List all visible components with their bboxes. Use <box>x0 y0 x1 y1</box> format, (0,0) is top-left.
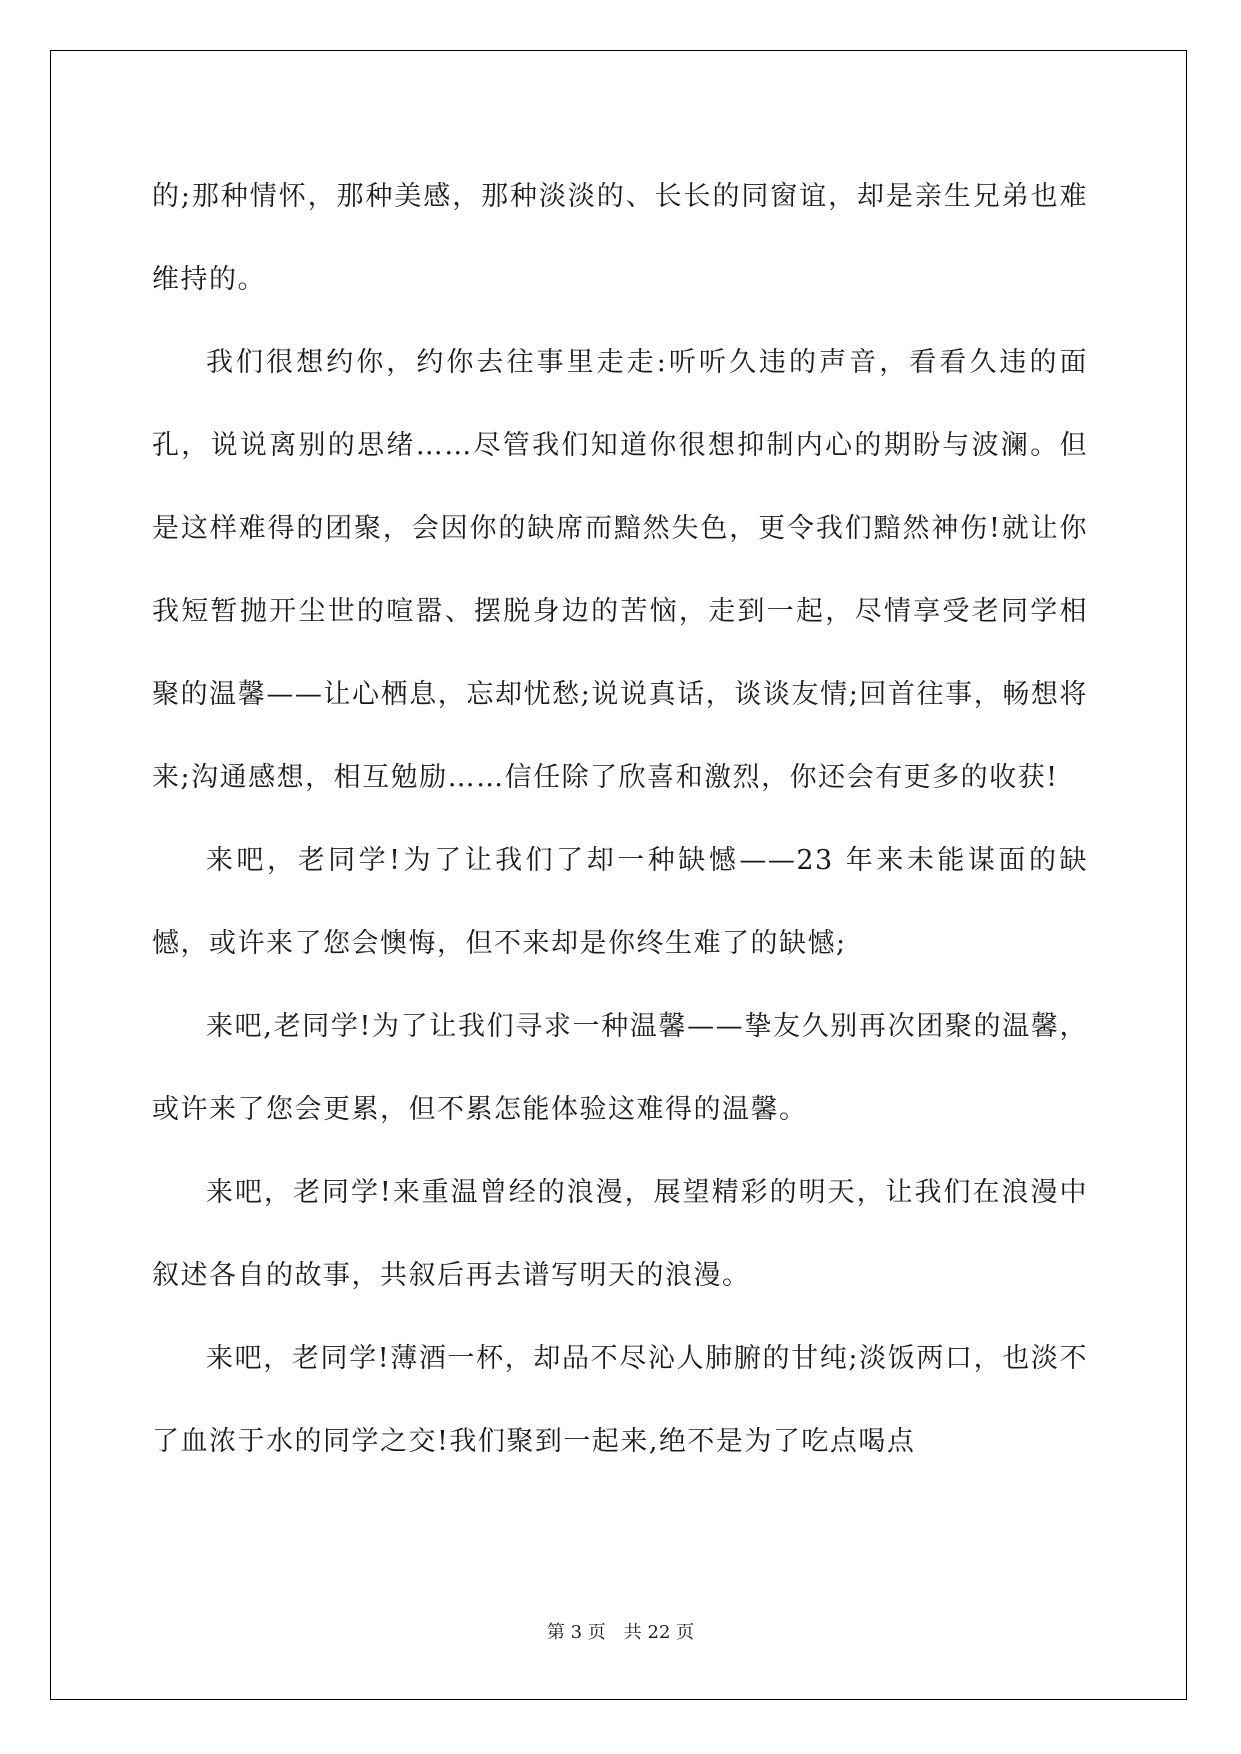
paragraph: 来吧，老同学!为了让我们了却一种缺憾——23 年来未能谋面的缺憾，或许来了您会懊悔，但不来却是你终生难了的缺憾; <box>152 845 1088 959</box>
page-footer <box>0 1618 1241 1644</box>
paragraph: 来吧，老同学!来重温曾经的浪漫，展望精彩的明天，让我们在浪漫中叙述各自的故事，共叙后再去谱写明天的浪漫。 <box>152 1177 1088 1291</box>
paragraph: 来吧，老同学!薄酒一杯，却品不尽沁人肺腑的甘纯;淡饭两口，也淡不了血浓于水的同学之交!我们聚到一起来,绝不是为了吃点喝点 <box>152 1343 1088 1457</box>
page-number: 第 3 页 <box>546 1622 606 1643</box>
paragraph: 来吧,老同学!为了让我们寻求一种温馨——挚友久别再次团聚的温馨，或许来了您会更累，但不累怎能体验这难得的温馨。 <box>152 1011 1088 1125</box>
document-body <box>152 155 1088 1483</box>
page-total: 共 22 页 <box>623 1622 695 1643</box>
paragraph: 的;那种情怀，那种美感，那种淡淡的、长长的同窗谊，却是亲生兄弟也难维持的。 <box>152 181 1088 295</box>
paragraph: 我们很想约你，约你去往事里走走:听听久违的声音，看看久违的面孔，说说离别的思绪……尽管我们知道你很想抑制内心的期盼与波澜。但是这样难得的团聚，会因你的缺席而黯然失色，更令我们黯然神伤!就让你我短暂抛开尘世的喧嚣、摆脱身边的苦恼，走到一起，尽情享受老同学相聚的温馨——让心栖息，忘却忧愁;说说真话，谈谈友情;回首往事，畅想将来;沟通感想，相互勉励……信任除了欣喜和激烈，你还会有更多的收获! <box>152 347 1088 793</box>
